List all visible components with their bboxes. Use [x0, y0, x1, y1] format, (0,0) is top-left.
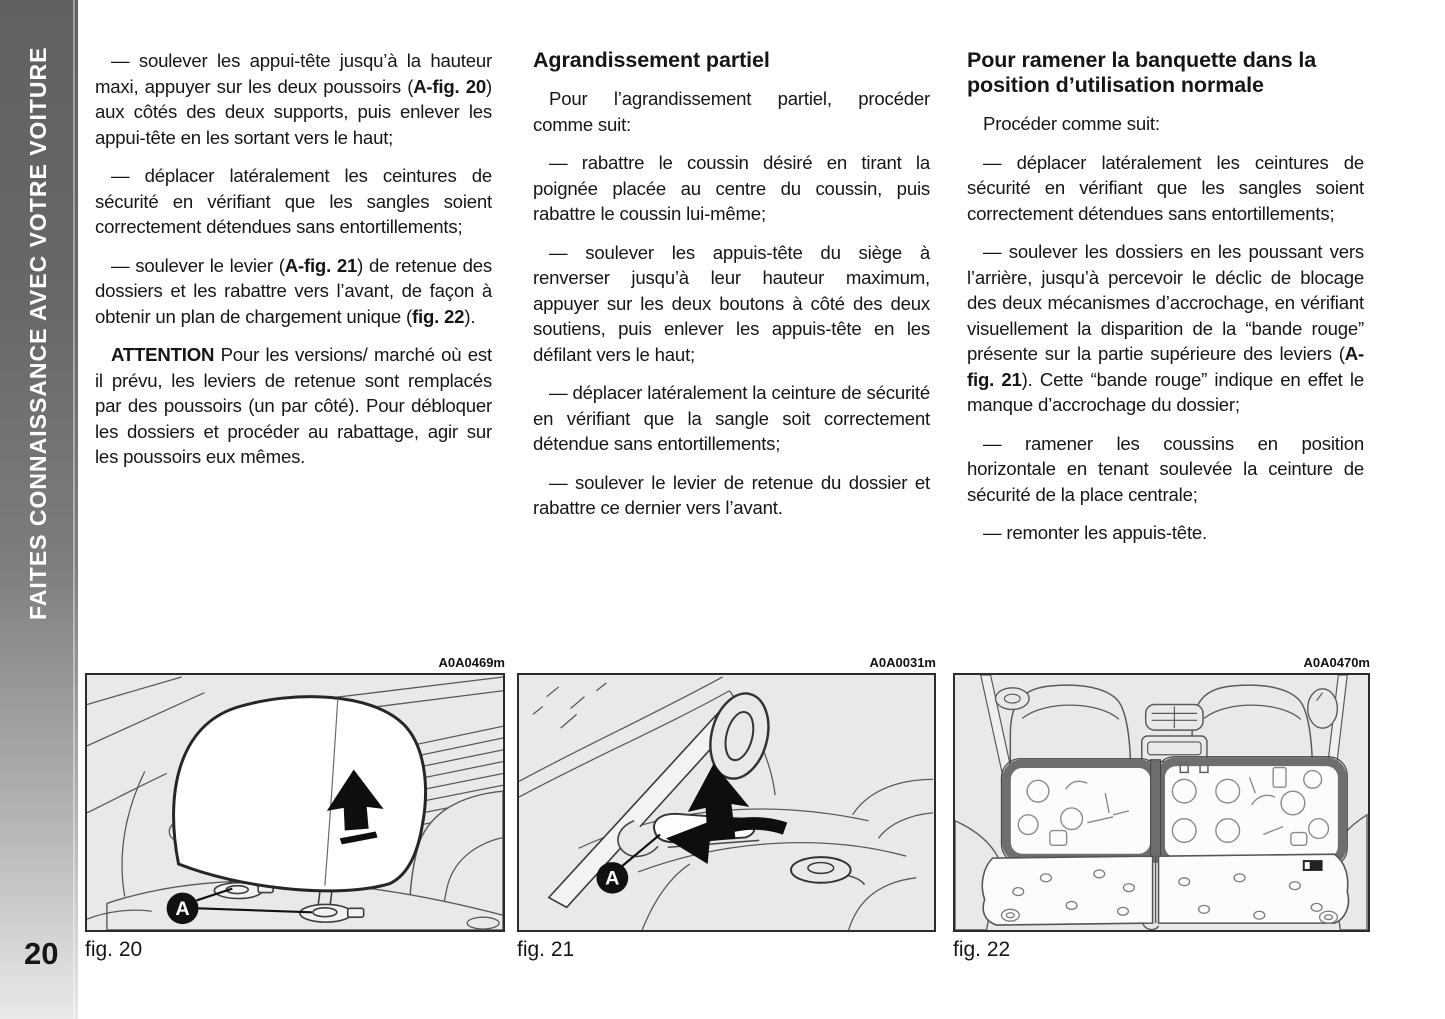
instruction-paragraph: — soulever les dossiers en les poussant vers l’arrière, jusqu’à percevoir le déclic de blocage des deux mécanismes d’accrochage, en vérifiant visuellement la disparition de la “bande rouge” présente sur la partie supérieure des leviers (A-fig. 21). Cette “bande rouge” indique en effet le manque d’accrochage du dossier; — [967, 241, 1364, 415]
instruction-paragraph: Procéder comme suit: — [983, 113, 1160, 134]
callout-marker-a — [596, 862, 628, 894]
figure-22-frame — [953, 673, 1370, 932]
section-heading: Pour ramener la banquette dans la position d’utilisation normale — [967, 48, 1317, 97]
folded-seatback-left — [1006, 764, 1154, 859]
svg-text:A: A — [605, 867, 620, 890]
figure-caption: fig. 22 — [953, 938, 1011, 961]
figure-20 — [85, 655, 505, 962]
instruction-paragraph: Pour l’agrandissement partiel, procéder comme suit: — [533, 88, 930, 135]
figure-caption: fig. 20 — [85, 938, 143, 961]
page-number: 20 — [24, 936, 59, 971]
instruction-paragraph: — ramener les coussins en position horizontale en tenant soulevée la ceinture de sécurité de la place centrale; — [967, 432, 1364, 505]
instruction-paragraph: — déplacer latéralement les ceintures de sécurité en vérifiant que les sangles soient correctement détendues sans entortillements; — [967, 151, 1364, 224]
instruction-paragraph: — remonter les appuis-tête. — [983, 522, 1208, 543]
instruction-paragraph: — déplacer latéralement la ceinture de sécurité en vérifiant que la sangle soit correctement détendue sans entortillements; — [533, 382, 930, 454]
callout-marker-a — [167, 893, 199, 925]
svg-text:A: A — [175, 898, 190, 921]
lever-illustration — [519, 675, 934, 930]
column-right — [967, 48, 1364, 559]
headrest-illustration — [87, 675, 503, 930]
instruction-paragraph: — soulever les appuis-tête du siège à renverser jusqu’à leur hauteur maximum, appuyer sur les deux boutons à côté des deux soutiens, puis enlever les appuis-tête en les défilant vers le haut; — [533, 241, 930, 365]
figure-22 — [953, 655, 1370, 962]
figure-image-code: A0A0031m — [869, 655, 936, 670]
instruction-paragraph: — soulever le levier (A-fig. 21) de retenue des dossiers et les rabattre vers l’avant, de façon à obtenir un plan de chargement unique (fig. 22). — [95, 254, 493, 327]
attention-paragraph: ATTENTION Pour les versions/ marché où est il prévu, les leviers de retenue sont remplacés par des poussoirs (un par côté). Pour débloquer les dossiers et procéder au rabattage, agir sur les poussoirs eux mêmes. — [95, 344, 492, 467]
folded-cushion-left — [982, 856, 1152, 925]
figure-20-frame — [85, 673, 505, 932]
headrest-socket — [791, 857, 851, 883]
instruction-paragraph: — soulever les appui-tête jusqu’à la hauteur maxi, appuyer sur les deux poussoirs (A-fig. 20) aux côtés des deux supports, puis enlever les appui-tête en les sortant vers le haut; — [95, 50, 492, 148]
instruction-paragraph: — soulever le levier de retenue du dossier et rabattre ce dernier vers l’avant. — [533, 471, 930, 518]
column-left — [95, 48, 492, 483]
figure-caption: fig. 21 — [517, 938, 575, 961]
section-heading: Agrandissement partiel — [533, 48, 770, 72]
figure-image-code: A0A0470m — [1303, 655, 1370, 670]
chapter-title-vertical: FAITES CONNAISSANCE AVEC VOTRE VOITURE — [25, 46, 51, 620]
instruction-paragraph: — rabattre le coussin désiré en tirant la poignée placée au centre du coussin, puis rabattre le coussin lui-même; — [533, 152, 930, 224]
figure-21 — [517, 655, 936, 962]
figure-image-code: A0A0469m — [438, 655, 505, 670]
column-middle — [533, 48, 930, 534]
headrest — [174, 697, 426, 891]
folded-bench-illustration — [955, 675, 1368, 930]
chapter-sidebar — [0, 0, 78, 1019]
folded-seatback-right — [1161, 762, 1343, 862]
figure-21-frame — [517, 673, 936, 932]
instruction-paragraph: — déplacer latéralement les ceintures de sécurité en vérifiant que les sangles soient correctement détendues sans entortillements; — [95, 165, 492, 237]
